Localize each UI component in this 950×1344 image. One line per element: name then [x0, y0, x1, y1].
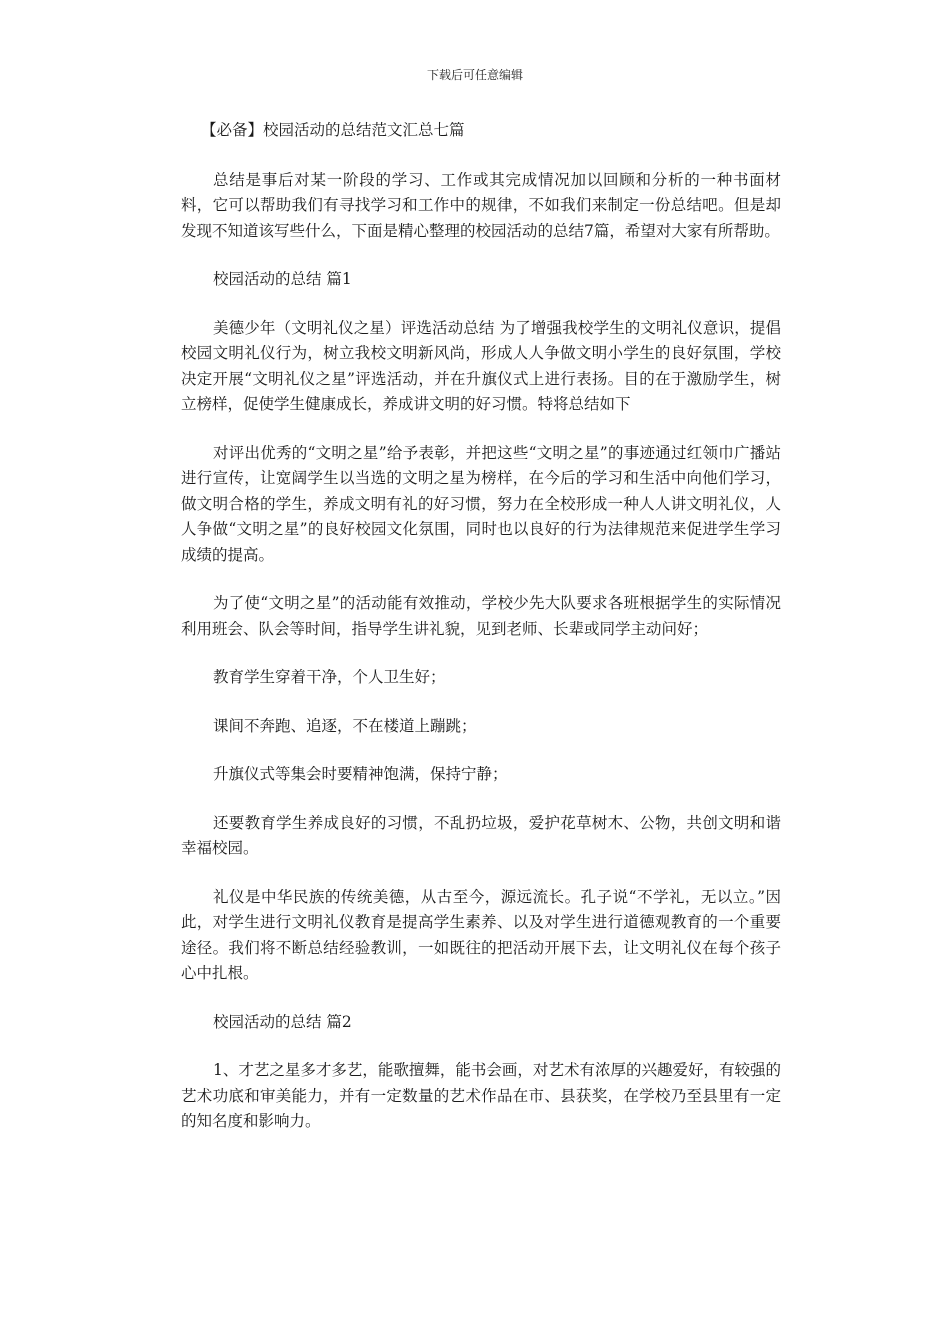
- header-note: 下载后可任意编辑: [426, 68, 523, 82]
- section-heading-2: 校园活动的总结 篇2: [213, 1012, 352, 1031]
- body-paragraph: 1、才艺之星多才多艺，能歌擅舞，能书会画，对艺术有浓厚的兴趣爱好，有较强的艺术功底和审美能力，并有一定数量的艺术作品在市、县获奖，在学校乃至县里有一定的知名度和影响力。: [181, 1061, 781, 1130]
- body-paragraph: 美德少年（文明礼仪之星）评选活动总结 为了增强我校学生的文明礼仪意识，提倡校园文明礼仪行为，树立我校文明新风尚，形成人人争做文明小学生的良好氛围，学校决定开展“文明礼仪之星”评选活动，并在升旗仪式上进行表扬。目的在于激励学生，树立榜样，促使学生健康成长，养成讲文明的好习惯。特将总结如下: [181, 318, 781, 413]
- section-heading-1: 校园活动的总结 篇1: [213, 270, 352, 288]
- body-paragraph: 课间不奔跑、追逐，不在楼道上蹦跳；: [213, 716, 477, 735]
- body-paragraph: 升旗仪式等集会时要精神饱满，保持宁静；: [213, 765, 508, 783]
- body-paragraph: 还要教育学生养成良好的习惯，不乱扔垃圾，爱护花草树木、公物，共创文明和谐幸福校园。: [181, 813, 781, 857]
- document-title: 【必备】校园活动的总结范文汇总七篇: [201, 121, 465, 139]
- document-body: [181, 118, 781, 1158]
- body-paragraph: 礼仪是中华民族的传统美德，从古至今，源远流长。孔子说“不学礼，无以立。”因此，对学生进行文明礼仪教育是提高学生素养、以及对学生进行道德观教育的一个重要途径。我们将不断总结经验教训，一如既往的把活动开展下去，让文明礼仪在每个孩子心中扎根。: [181, 887, 781, 982]
- body-paragraph: 教育学生穿着干净，个人卫生好；: [213, 668, 446, 686]
- body-paragraph: 对评出优秀的“文明之星”给予表彰，并把这些“文明之星”的事迹通过红领巾广播站进行宣传，让宽阔学生以当选的文明之星为榜样，在今后的学习和生活中向他们学习，做文明合格的学生，养成文明有礼的好习惯，努力在全校形成一种人人讲文明礼仪，人人争做“文明之星”的良好校园文化氛围，同时也以良好的行为法律规范来促进学生学习成绩的提高。: [181, 443, 781, 564]
- body-paragraph: 为了使“文明之星”的活动能有效推动，学校少先大队要求各班根据学生的实际情况利用班会、队会等时间，指导学生讲礼貌，见到老师、长辈或同学主动问好；: [181, 594, 781, 638]
- intro-paragraph: 总结是事后对某一阶段的学习、工作或其完成情况加以回顾和分析的一种书面材料，它可以帮助我们有寻找学习和工作中的规律，不如我们来制定一份总结吧。但是却发现不知道该写些什么，下面是精心整理的校园活动的总结7篇，希望对大家有所帮助。: [181, 170, 781, 240]
